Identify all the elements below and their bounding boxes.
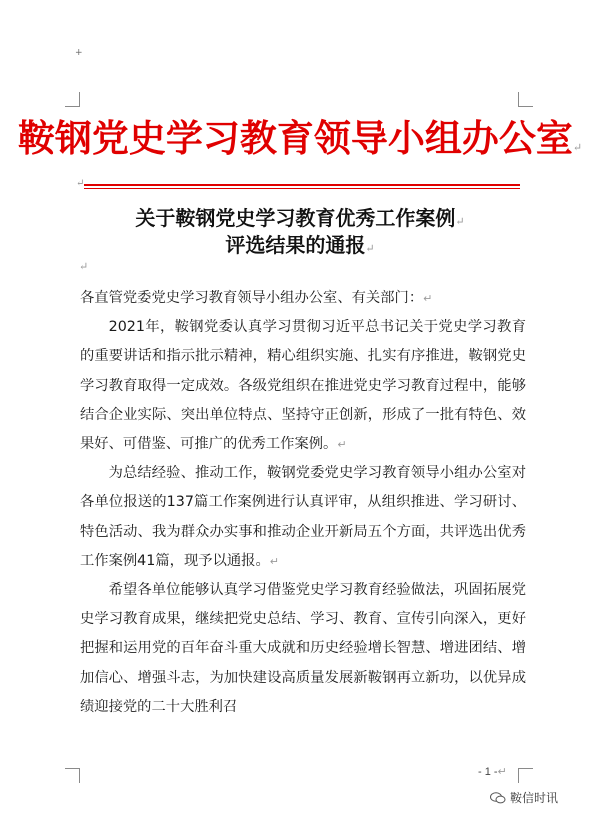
paragraph-mark-icon: ↵ [455,215,465,228]
title-line-2-text: 评选结果的通报 [225,233,366,257]
paragraph-2: 为总结经验、推动工作，鞍钢党委党史学习教育领导小组办公室对各单位报送的137篇工作案例进行认真评审，从组织推进、学习研讨、特色活动、我为群众办实事和推动企业开新局五个方面，共评选出优秀工作案例41篇，现予以通报。↵ [80,465,526,569]
paragraph-mark-icon: ↵ [79,260,89,273]
paragraph-3: 希望各单位能够认真学习借鉴党史学习教育经验做法，巩固拓展党史学习教育成果，继续把党史总结、学习、教育、宣传引向深入，更好把握和运用党的百年奋斗重大成就和历史经验增长智慧、增进团结、增加信心、增强斗志，为加快建设高质量发展新鞍钢再立新功，以优异成绩迎接党的二十大胜利召 [80,582,526,715]
paragraph-mark-icon: ↵ [365,242,375,255]
crop-mark-top-left [65,92,80,107]
red-separator-line [84,184,520,186]
source-watermark [490,789,558,806]
document-body [80,284,526,722]
crop-mark-bottom-left [65,768,80,783]
paragraph-mark-icon: ↵ [337,438,347,452]
salutation: 各直管党委党史学习教育领导小组办公室、有关部门：↵ [80,290,433,306]
title-line-1-text: 关于鞍钢党史学习教育优秀工作案例 [135,206,456,230]
document-title-line-2 [0,229,600,258]
org-header-title [0,108,600,162]
paragraph-mark-icon: ↵ [76,178,85,189]
watermark-text: 鞍信时讯 [510,791,559,805]
page-number: - 1 -↵ [478,766,507,778]
org-title-text: 鞍钢党史学习教育领导小组办公室 [17,116,573,160]
paragraph-mark-icon: ↵ [572,141,583,154]
paragraph-mark-icon: ↵ [423,292,433,305]
wechat-icon [490,792,506,804]
crop-mark-bottom-right [518,768,533,783]
crop-mark-top-right [518,92,533,107]
margin-mark: + [75,48,83,58]
paragraph-mark-icon: ↵ [497,766,507,778]
paragraph-mark-icon: ↵ [269,554,279,568]
paragraph-1: 2021年，鞍钢党委认真学习贯彻习近平总书记关于党史学习教育的重要讲话和指示批示精神，精心组织实施、扎实有序推进，鞍钢党史学习教育取得一定成效。各级党组织在推进党史学习教育过程中，能够结合企业实际、突出单位特点、坚持守正创新，形成了一批有特色、效果好、可借鉴、可推广的优秀工作案例。↵ [80,319,526,453]
red-separator-line-thin [84,188,520,189]
document-title-line-1 [0,202,600,231]
